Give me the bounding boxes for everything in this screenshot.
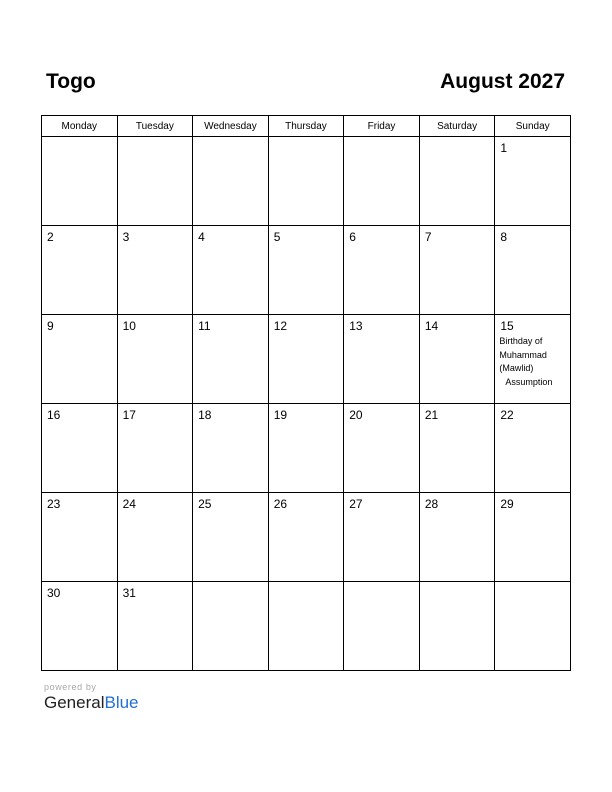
week-row bbox=[42, 493, 571, 582]
day-cell bbox=[419, 493, 495, 582]
day-cell bbox=[419, 315, 495, 404]
day-number: 10 bbox=[122, 319, 136, 333]
day-number: 18 bbox=[198, 408, 212, 422]
day-cell bbox=[42, 493, 118, 582]
generalblue-logo[interactable] bbox=[44, 693, 139, 713]
weekday-header: Tuesday bbox=[117, 116, 193, 137]
day-number: 9 bbox=[47, 319, 54, 333]
weekday-header: Friday bbox=[344, 116, 420, 137]
weekday-header: Thursday bbox=[268, 116, 344, 137]
day-cell bbox=[419, 137, 495, 226]
day-number: 3 bbox=[122, 230, 130, 244]
day-number: 14 bbox=[424, 319, 439, 333]
day-number: 28 bbox=[424, 497, 439, 511]
day-number: 13 bbox=[349, 319, 363, 333]
day-number: 27 bbox=[349, 497, 363, 511]
day-number: 19 bbox=[273, 408, 288, 422]
day-number: 4 bbox=[198, 230, 205, 244]
day-cell bbox=[344, 137, 420, 226]
day-number: 11 bbox=[198, 319, 211, 333]
day-cell bbox=[268, 493, 344, 582]
day-number: 15 bbox=[500, 319, 514, 333]
day-cell bbox=[344, 493, 420, 582]
day-cell bbox=[495, 137, 571, 226]
holiday-label: Assumption bbox=[505, 376, 553, 387]
day-cell bbox=[193, 582, 269, 671]
day-number: 26 bbox=[273, 497, 288, 511]
day-cell bbox=[193, 404, 269, 493]
day-cell bbox=[193, 315, 269, 404]
day-cell bbox=[117, 582, 193, 671]
day-cell bbox=[419, 582, 495, 671]
day-number: 20 bbox=[349, 408, 363, 422]
day-number: 25 bbox=[198, 497, 212, 511]
day-cell bbox=[268, 582, 344, 671]
week-row bbox=[42, 582, 571, 671]
day-number: 12 bbox=[273, 319, 288, 333]
day-cell bbox=[193, 137, 269, 226]
day-number: 23 bbox=[47, 497, 61, 511]
weekday-header-row bbox=[42, 116, 571, 137]
day-cell bbox=[117, 226, 193, 315]
day-number: 5 bbox=[273, 230, 281, 244]
week-row bbox=[42, 137, 571, 226]
brand-general-text: General bbox=[44, 693, 105, 712]
day-number: 22 bbox=[500, 408, 514, 422]
day-number: 29 bbox=[500, 497, 514, 511]
day-number: 17 bbox=[122, 408, 136, 422]
holiday-list bbox=[499, 335, 568, 389]
week-row bbox=[42, 404, 571, 493]
day-number: 2 bbox=[47, 230, 54, 244]
day-number: 31 bbox=[122, 586, 136, 600]
day-number: 1 bbox=[500, 141, 508, 155]
day-cell bbox=[268, 226, 344, 315]
holiday-label: Birthday of Muhammad (Mawlid) bbox=[499, 336, 547, 373]
day-cell bbox=[419, 226, 495, 315]
brand-blue-text: Blue bbox=[104, 693, 139, 712]
day-cell bbox=[117, 404, 193, 493]
day-number: 16 bbox=[47, 408, 61, 422]
day-cell bbox=[344, 582, 420, 671]
day-cell bbox=[344, 404, 420, 493]
weekday-header: Wednesday bbox=[193, 116, 269, 137]
country-title: Togo bbox=[46, 70, 96, 93]
calendar-header bbox=[41, 70, 571, 98]
day-number: 30 bbox=[47, 586, 61, 600]
month-year-title: August 2027 bbox=[440, 70, 565, 93]
day-number: 6 bbox=[349, 230, 356, 244]
day-cell bbox=[495, 493, 571, 582]
day-number: 24 bbox=[122, 497, 136, 511]
day-cell bbox=[268, 315, 344, 404]
day-cell bbox=[193, 226, 269, 315]
day-cell bbox=[42, 404, 118, 493]
week-row bbox=[42, 226, 571, 315]
weekday-header: Sunday bbox=[495, 116, 571, 137]
weekday-header: Saturday bbox=[419, 116, 495, 137]
day-number: 7 bbox=[424, 230, 432, 244]
day-cell bbox=[268, 137, 344, 226]
day-cell bbox=[117, 315, 193, 404]
calendar-grid bbox=[41, 115, 571, 671]
day-cell bbox=[495, 226, 571, 315]
weekday-header: Monday bbox=[42, 116, 118, 137]
week-row bbox=[42, 315, 571, 404]
day-cell bbox=[42, 315, 118, 404]
powered-by-text: powered by bbox=[44, 682, 97, 692]
day-cell-holiday bbox=[495, 315, 571, 404]
day-cell bbox=[117, 137, 193, 226]
day-cell bbox=[117, 493, 193, 582]
day-cell bbox=[495, 582, 571, 671]
footer bbox=[44, 682, 139, 713]
day-number: 8 bbox=[500, 230, 508, 244]
day-cell bbox=[344, 226, 420, 315]
day-cell bbox=[42, 226, 118, 315]
day-cell bbox=[495, 404, 571, 493]
day-cell bbox=[419, 404, 495, 493]
day-number: 21 bbox=[424, 408, 439, 422]
day-cell bbox=[193, 493, 269, 582]
day-cell bbox=[42, 582, 118, 671]
day-cell bbox=[344, 315, 420, 404]
day-cell bbox=[42, 137, 118, 226]
day-cell bbox=[268, 404, 344, 493]
